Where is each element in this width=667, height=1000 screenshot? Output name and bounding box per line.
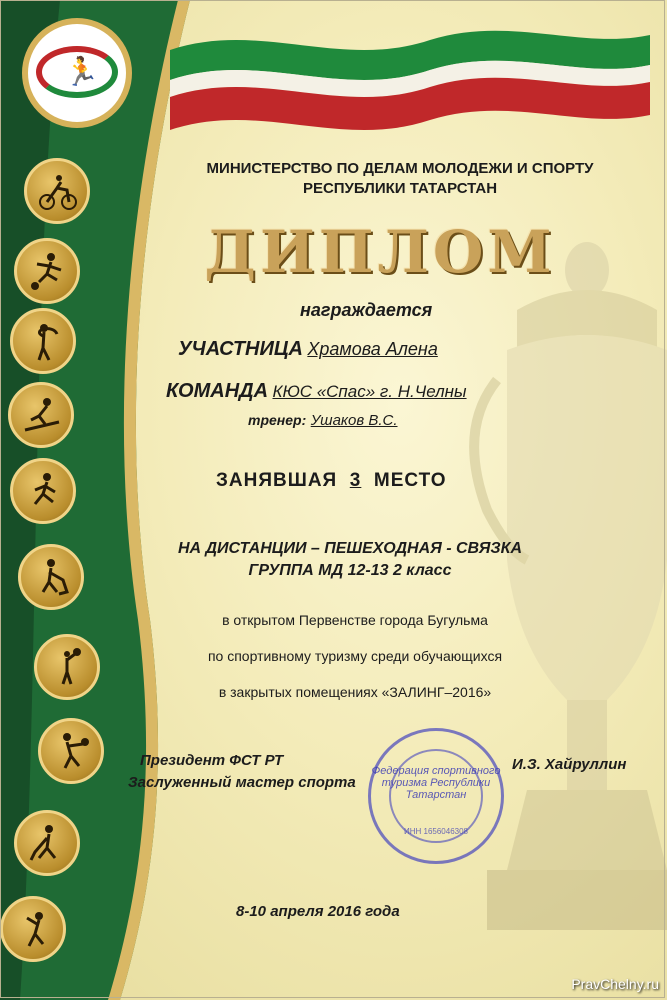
coach-name: Ушаков В.С. — [310, 412, 398, 429]
team-label: КОМАНДА — [166, 380, 269, 402]
signature-name: И.З. Хайруллин — [512, 756, 627, 773]
signature-role-1: Президент ФСТ РТ — [140, 752, 284, 769]
participant-name: Храмова Алена — [307, 339, 438, 359]
team-name: КЮС «Спас» г. Н.Челны — [272, 382, 467, 401]
event-line-1: в открытом Первенстве города Бугульма — [222, 612, 488, 628]
watermark: PravChelny.ru — [571, 976, 659, 992]
place-suffix: МЕСТО — [373, 470, 447, 491]
event-line-3: в закрытых помещениях «ЗАЛИНГ–2016» — [218, 684, 492, 700]
coach-label: тренер: — [248, 412, 307, 428]
distance-line-2: ГРУППА МД 12-13 2 класс — [248, 562, 452, 579]
awarded-text: награждается — [300, 300, 433, 320]
stamp-number: ИНН 1656046308 — [403, 827, 469, 836]
stamp-text: Федерация спортивного туризма Республики Татарстан — [371, 765, 501, 801]
distance-line-1: НА ДИСТАНЦИИ – ПЕШЕХОДНАЯ - СВЯЗКА — [177, 540, 523, 557]
diploma-title: ДИПЛОМ — [204, 218, 556, 286]
place-number: 3 — [349, 470, 362, 491]
team-row — [166, 380, 467, 403]
signature-role-2: Заслуженный мастер спорта — [128, 774, 356, 791]
coach-row — [248, 412, 398, 430]
event-line-2: по спортивному туризму среди обучающихся — [207, 648, 503, 664]
ministry-line-2: РЕСПУБЛИКИ ТАТАРСТАН — [302, 180, 498, 197]
runner-icon: 🏃 — [64, 56, 99, 87]
participant-row — [178, 338, 438, 361]
official-stamp — [368, 728, 504, 864]
place-row — [216, 470, 447, 492]
place-prefix: ЗАНЯВШАЯ — [216, 470, 338, 491]
ministry-line-1: МИНИСТЕРСТВО ПО ДЕЛАМ МОЛОДЕЖИ И СПОРТУ — [206, 160, 594, 177]
event-date: 8-10 апреля 2016 года — [236, 903, 400, 920]
participant-label: УЧАСТНИЦА — [178, 338, 303, 360]
